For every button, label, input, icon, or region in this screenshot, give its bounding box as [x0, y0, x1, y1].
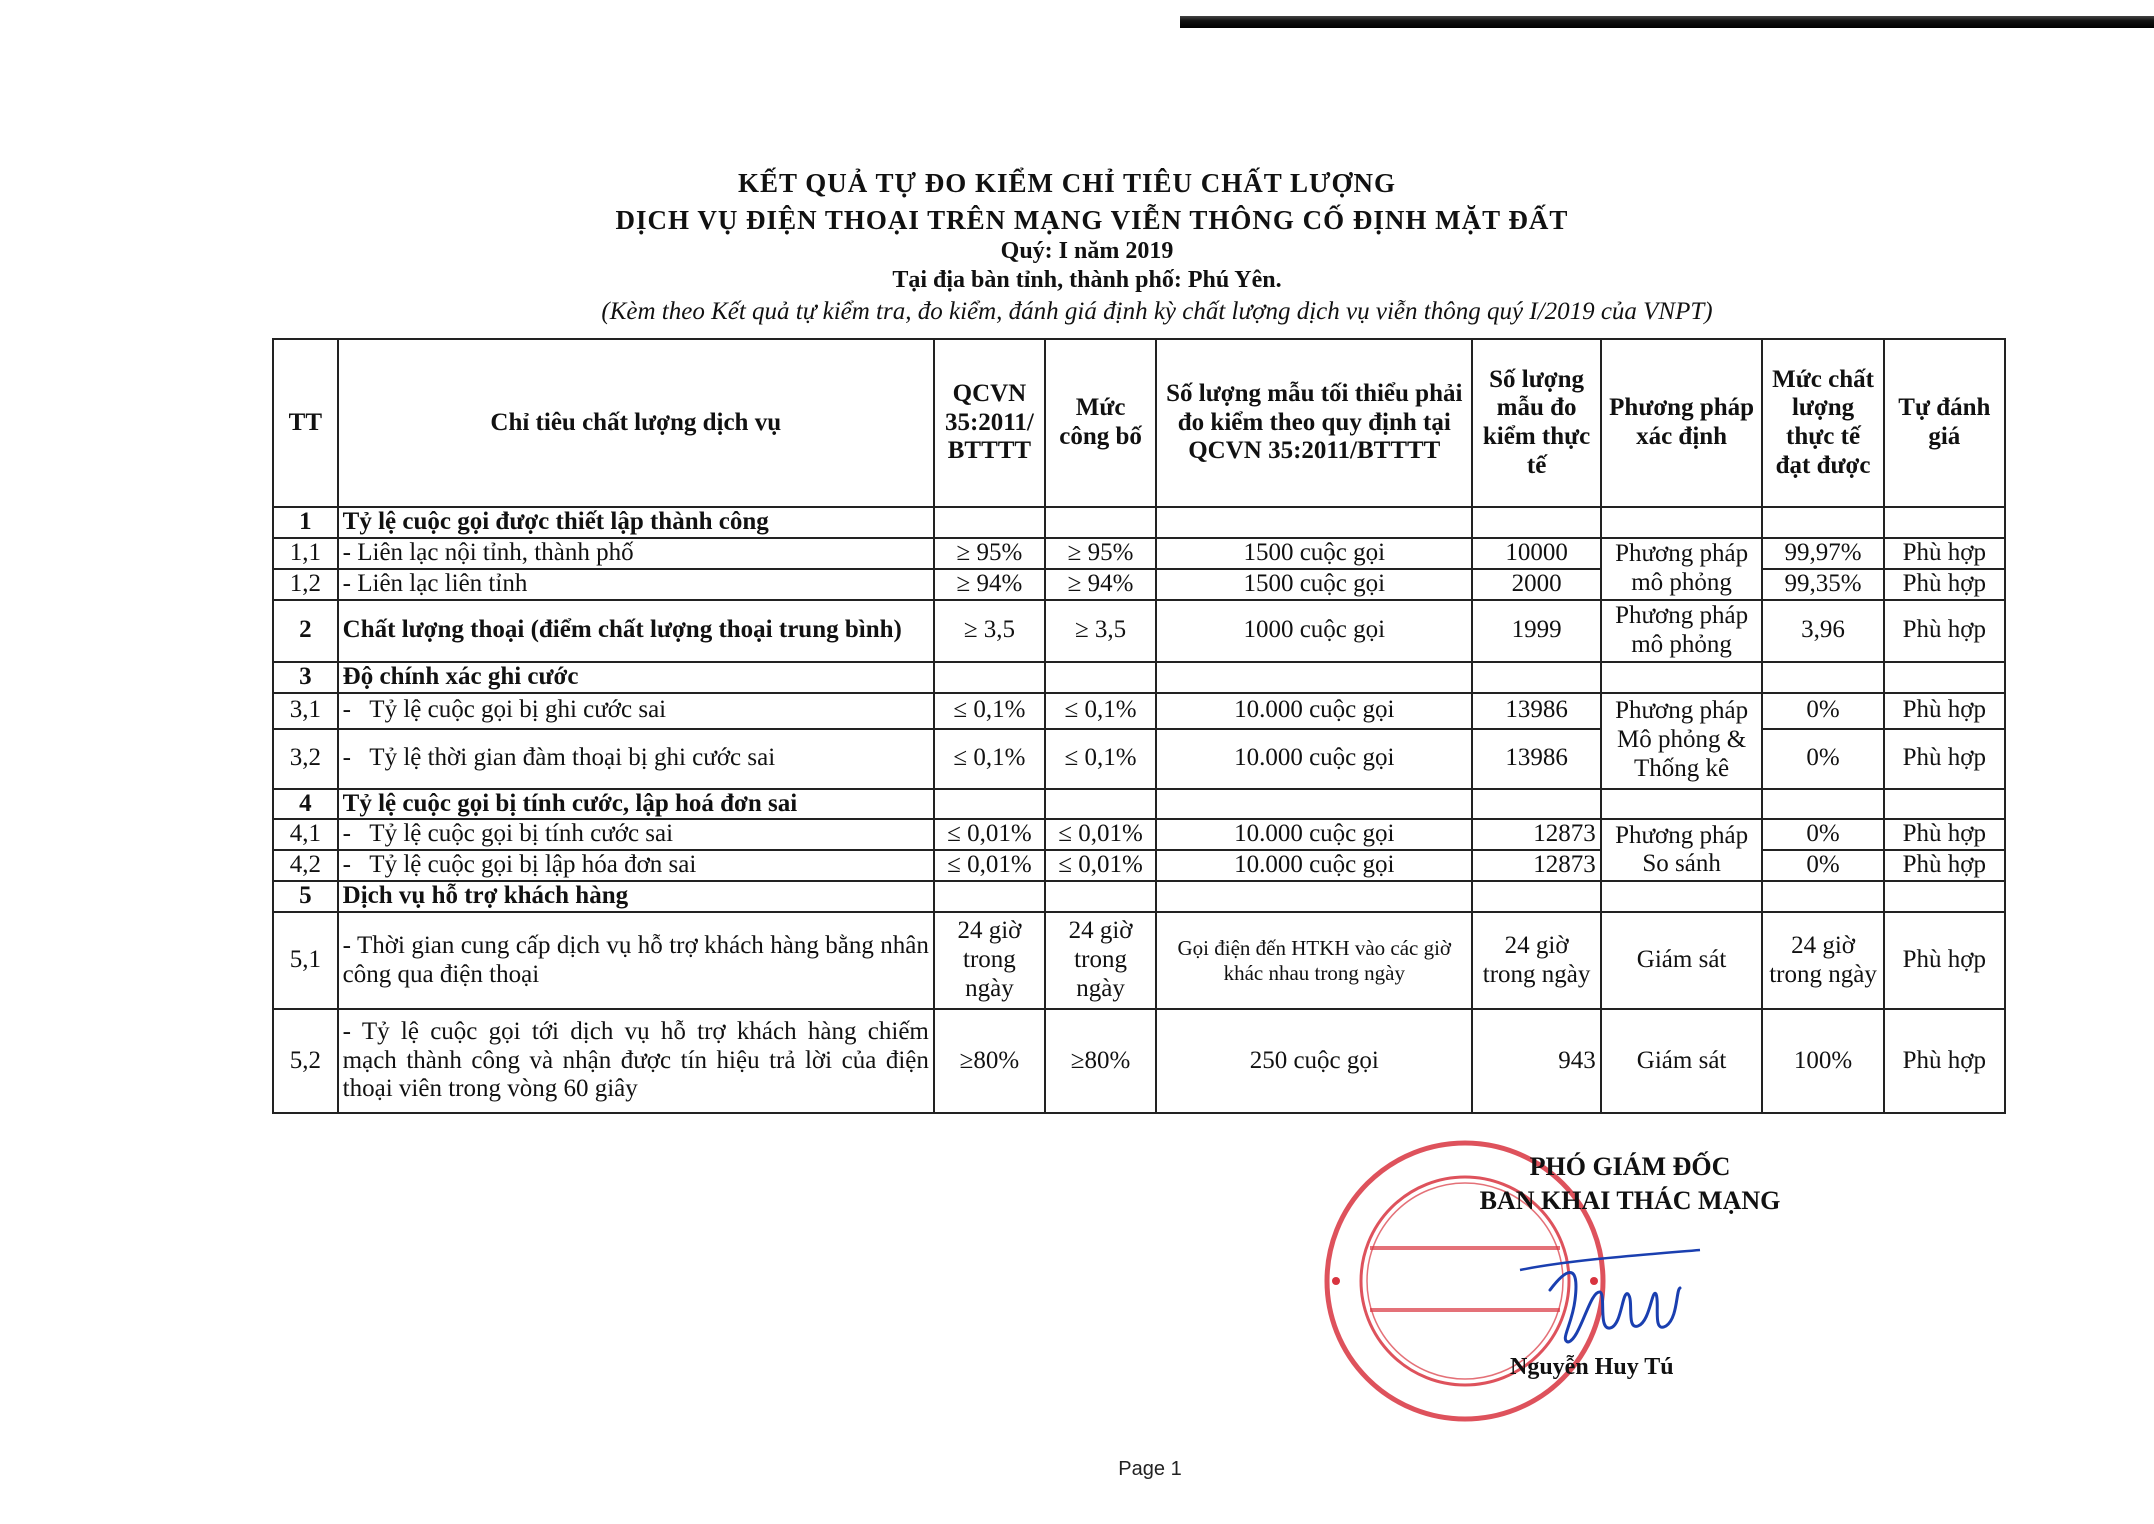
header-tt: TT — [273, 339, 338, 507]
scan-edge-bar — [1180, 16, 2154, 28]
cell-tt: 3,1 — [273, 693, 338, 729]
cell-indicator: Tỷ lệ cuộc gọi bị tính cước, lập hoá đơn sai — [338, 789, 934, 820]
cell-tt: 3 — [273, 662, 338, 693]
table-row — [273, 507, 2005, 538]
cell-tt: 1,1 — [273, 538, 338, 569]
cell-self-assess: Phù hợp — [1884, 569, 2005, 600]
cell-actual-level: 0% — [1762, 850, 1883, 881]
cell-declared: ≥80% — [1045, 1009, 1156, 1113]
cell-min-samples: 1500 cuộc gọi — [1156, 538, 1472, 569]
cell-qcvn: ≥ 95% — [934, 538, 1045, 569]
table-row — [273, 693, 2005, 729]
cell-self-assess: Phù hợp — [1884, 600, 2005, 662]
cell-actual-level: 0% — [1762, 693, 1883, 729]
header-actual-samples: Số lượng mẫu đo kiểm thực tế — [1472, 339, 1600, 507]
cell-indicator: - Tỷ lệ cuộc gọi bị ghi cước sai — [338, 693, 934, 729]
cell-indicator: - Liên lạc liên tỉnh — [338, 569, 934, 600]
cell-indicator: Độ chính xác ghi cước — [338, 662, 934, 693]
header-actual-level: Mức chất lượng thực tế đạt được — [1762, 339, 1883, 507]
cell-indicator: - Liên lạc nội tỉnh, thành phố — [338, 538, 934, 569]
cell-actual-samples: 13986 — [1472, 729, 1600, 789]
cell-min-samples: 10.000 cuộc gọi — [1156, 729, 1472, 789]
cell-self-assess: Phù hợp — [1884, 693, 2005, 729]
cell-tt: 1,2 — [273, 569, 338, 600]
signature-block — [1400, 1150, 1860, 1218]
cell-min-samples: 250 cuộc gọi — [1156, 1009, 1472, 1113]
cell-qcvn: ≥ 3,5 — [934, 600, 1045, 662]
cell-method: Phương pháp Mô phỏng & Thống kê — [1601, 693, 1763, 789]
cell-actual-samples: 943 — [1472, 1009, 1600, 1113]
cell-indicator: - Tỷ lệ thời gian đàm thoại bị ghi cước sai — [338, 729, 934, 789]
cell-declared: ≤ 0,01% — [1045, 819, 1156, 850]
cell-indicator: Dịch vụ hỗ trợ khách hàng — [338, 881, 934, 912]
cell-min-samples: Gọi điện đến HTKH vào các giờ khác nhau trong ngày — [1156, 912, 1472, 1009]
table-row — [273, 912, 2005, 1009]
cell-min-samples: 10.000 cuộc gọi — [1156, 819, 1472, 850]
cell-actual-level: 0% — [1762, 729, 1883, 789]
table-row — [273, 819, 2005, 850]
cell-self-assess: Phù hợp — [1884, 538, 2005, 569]
cell-declared: 24 giờ trong ngày — [1045, 912, 1156, 1009]
cell-qcvn: ≤ 0,1% — [934, 693, 1045, 729]
table-row — [273, 1009, 2005, 1113]
quality-results-table — [272, 338, 2006, 1114]
handwritten-signature — [1510, 1230, 1710, 1360]
header-method: Phương pháp xác định — [1601, 339, 1763, 507]
cell-actual-level: 24 giờ trong ngày — [1762, 912, 1883, 1009]
cell-tt: 3,2 — [273, 729, 338, 789]
cell-method: Giám sát — [1601, 1009, 1763, 1113]
cell-self-assess: Phù hợp — [1884, 729, 2005, 789]
cell-declared: ≥ 3,5 — [1045, 600, 1156, 662]
cell-actual-samples: 24 giờ trong ngày — [1472, 912, 1600, 1009]
table-row — [273, 789, 2005, 820]
cell-tt: 5,1 — [273, 912, 338, 1009]
header-indicator: Chỉ tiêu chất lượng dịch vụ — [338, 339, 934, 507]
cell-declared: ≤ 0,1% — [1045, 693, 1156, 729]
cell-method: Phương pháp So sánh — [1601, 819, 1763, 881]
cell-qcvn: ≥ 94% — [934, 569, 1045, 600]
table-row — [273, 662, 2005, 693]
cell-method: Phương pháp mô phỏng — [1601, 600, 1763, 662]
cell-actual-level: 99,35% — [1762, 569, 1883, 600]
cell-indicator: - Thời gian cung cấp dịch vụ hỗ trợ khách hàng bằng nhân công qua điện thoại — [338, 912, 934, 1009]
cell-self-assess: Phù hợp — [1884, 819, 2005, 850]
cell-min-samples: 1000 cuộc gọi — [1156, 600, 1472, 662]
table-row — [273, 881, 2005, 912]
document-header — [0, 168, 2154, 326]
cell-qcvn: ≤ 0,01% — [934, 819, 1045, 850]
cell-declared: ≤ 0,1% — [1045, 729, 1156, 789]
cell-method: Giám sát — [1601, 912, 1763, 1009]
cell-self-assess: Phù hợp — [1884, 1009, 2005, 1113]
attachment-note: (Kèm theo Kết quả tự kiểm tra, đo kiểm, đánh giá định kỳ chất lượng dịch vụ viễn thông quý I/2019 của VNPT) — [601, 298, 1713, 325]
header-declared: Mức công bố — [1045, 339, 1156, 507]
quarter-line: Quý: I năm 2019 — [1000, 238, 1174, 264]
cell-actual-samples: 12873 — [1472, 819, 1600, 850]
cell-declared: ≥ 94% — [1045, 569, 1156, 600]
cell-tt: 5 — [273, 881, 338, 912]
cell-qcvn: 24 giờ trong ngày — [934, 912, 1045, 1009]
cell-min-samples: 1500 cuộc gọi — [1156, 569, 1472, 600]
cell-actual-level: 99,97% — [1762, 538, 1883, 569]
title-line-1: KẾT QUẢ TỰ ĐO KIỂM CHỈ TIÊU CHẤT LƯỢNG — [737, 168, 1397, 198]
header-qcvn: QCVN 35:2011/ BTTTT — [934, 339, 1045, 507]
cell-actual-samples: 13986 — [1472, 693, 1600, 729]
cell-qcvn: ≤ 0,01% — [934, 850, 1045, 881]
cell-tt: 4 — [273, 789, 338, 820]
cell-actual-samples: 2000 — [1472, 569, 1600, 600]
table-row — [273, 538, 2005, 569]
cell-indicator: Tỷ lệ cuộc gọi được thiết lập thành công — [338, 507, 934, 538]
cell-actual-samples: 10000 — [1472, 538, 1600, 569]
cell-indicator: - Tỷ lệ cuộc gọi tới dịch vụ hỗ trợ khách hàng chiếm mạch thành công và nhận được tín hiệu trả lời của điện thoại viên trong vòng 60 giây — [338, 1009, 934, 1113]
table-header-row — [273, 339, 2005, 507]
cell-tt: 4,2 — [273, 850, 338, 881]
cell-declared: ≤ 0,01% — [1045, 850, 1156, 881]
table-row — [273, 600, 2005, 662]
cell-indicator: - Tỷ lệ cuộc gọi bị tính cước sai — [338, 819, 934, 850]
cell-self-assess: Phù hợp — [1884, 912, 2005, 1009]
signer-position: PHÓ GIÁM ĐỐC — [1529, 1152, 1731, 1181]
cell-tt: 2 — [273, 600, 338, 662]
title-line-2: DỊCH VỤ ĐIỆN THOẠI TRÊN MẠNG VIỄN THÔNG CỐ ĐỊNH MẶT ĐẤT — [615, 205, 1569, 235]
cell-qcvn: ≤ 0,1% — [934, 729, 1045, 789]
signer-name: Nguyễn Huy Tú — [1510, 1354, 1674, 1380]
header-self-assess: Tự đánh giá — [1884, 339, 2005, 507]
cell-qcvn: ≥80% — [934, 1009, 1045, 1113]
page-number: Page 1 — [1118, 1458, 1182, 1480]
cell-actual-samples: 12873 — [1472, 850, 1600, 881]
cell-indicator: Chất lượng thoại (điểm chất lượng thoại trung bình) — [338, 600, 934, 662]
cell-actual-level: 3,96 — [1762, 600, 1883, 662]
cell-actual-samples: 1999 — [1472, 600, 1600, 662]
header-min-samples: Số lượng mẫu tối thiểu phải đo kiểm theo quy định tại QCVN 35:2011/BTTTT — [1156, 339, 1472, 507]
cell-tt: 1 — [273, 507, 338, 538]
cell-method: Phương pháp mô phỏng — [1601, 538, 1763, 600]
cell-indicator: - Tỷ lệ cuộc gọi bị lập hóa đơn sai — [338, 850, 934, 881]
cell-tt: 5,2 — [273, 1009, 338, 1113]
cell-tt: 4,1 — [273, 819, 338, 850]
location-line: Tại địa bàn tỉnh, thành phố: Phú Yên. — [892, 267, 1282, 293]
cell-self-assess: Phù hợp — [1884, 850, 2005, 881]
cell-actual-level: 0% — [1762, 819, 1883, 850]
cell-actual-level: 100% — [1762, 1009, 1883, 1113]
signer-unit: BAN KHAI THÁC MẠNG — [1479, 1185, 1781, 1215]
cell-min-samples: 10.000 cuộc gọi — [1156, 693, 1472, 729]
cell-min-samples: 10.000 cuộc gọi — [1156, 850, 1472, 881]
cell-declared: ≥ 95% — [1045, 538, 1156, 569]
